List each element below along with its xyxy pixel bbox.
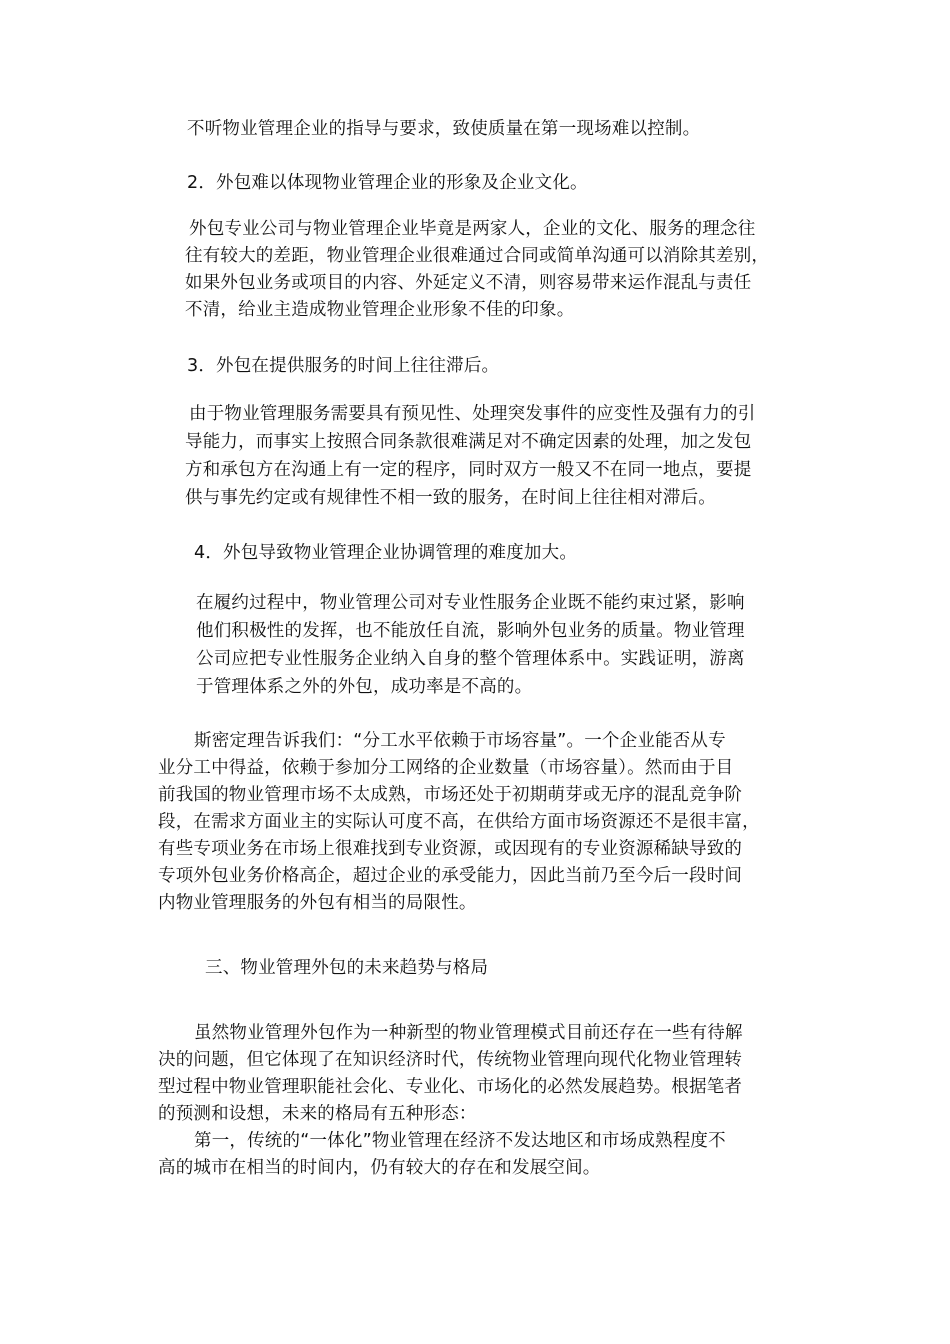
paragraph-line: 导能力，而事实上按照合同条款很难满足对不确定因素的处理，加之发包 xyxy=(185,432,752,452)
paragraph-line: 在履约过程中，物业管理公司对专业性服务企业既不能约束过紧，影响 xyxy=(196,593,745,613)
subheading: 3．外包在提供服务的时间上往往滞后。 xyxy=(187,356,500,376)
paragraph-line: 公司应把专业性服务企业纳入自身的整个管理体系中。实践证明，游离 xyxy=(196,649,745,669)
paragraph-line: 高的城市在相当的时间内，仍有较大的存在和发展空间。 xyxy=(158,1158,601,1178)
paragraph-line: 往有较大的差距，物业管理企业很难通过合同或简单沟通可以消除其差别， xyxy=(185,246,770,266)
paragraph-line: 有些专项业务在市场上很难找到专业资源，或因现有的专业资源稀缺导致的 xyxy=(158,839,743,859)
paragraph-line: 专项外包业务价格高企，超过企业的承受能力，因此当前乃至今后一段时间 xyxy=(158,866,743,886)
paragraph-line: 型过程中物业管理职能社会化、专业化、市场化的必然发展趋势。根据笔者 xyxy=(158,1077,743,1097)
section-heading: 三、物业管理外包的未来趋势与格局 xyxy=(205,958,489,978)
paragraph-line: 供与事先约定或有规律性不相一致的服务，在时间上往往相对滞后。 xyxy=(185,488,716,508)
paragraph-line: 外包专业公司与物业管理企业毕竟是两家人，企业的文化、服务的理念往 xyxy=(189,219,756,239)
paragraph-line: 如果外包业务或项目的内容、外延定义不清，则容易带来运作混乱与责任 xyxy=(185,273,752,293)
subheading: 4．外包导致物业管理企业协调管理的难度加大。 xyxy=(194,543,578,563)
paragraph-line: 前我国的物业管理市场不太成熟，市场还处于初期萌芽或无序的混乱竞争阶 xyxy=(158,785,743,805)
paragraph-line: 虽然物业管理外包作为一种新型的物业管理模式目前还存在一些有待解 xyxy=(194,1023,743,1043)
subheading: 2．外包难以体现物业管理企业的形象及企业文化。 xyxy=(187,173,588,193)
paragraph-line: 方和承包方在沟通上有一定的程序，同时双方一般又不在同一地点，要提 xyxy=(185,460,752,480)
paragraph-line: 内物业管理服务的外包有相当的局限性。 xyxy=(158,893,477,913)
paragraph-line: 段，在需求方面业主的实际认可度不高，在供给方面市场资源还不是很丰富， xyxy=(158,812,760,832)
paragraph-line: 第一，传统的“一体化”物业管理在经济不发达地区和市场成熟程度不 xyxy=(194,1131,726,1151)
paragraph-line: 由于物业管理服务需要具有预见性、处理突发事件的应变性及强有力的引 xyxy=(189,404,756,424)
paragraph-line: 业分工中得益，依赖于参加分工网络的企业数量（市场容量）。然而由于目 xyxy=(158,758,734,778)
paragraph-line: 不清，给业主造成物业管理企业形象不佳的印象。 xyxy=(185,300,575,320)
paragraph-line: 斯密定理告诉我们：“分工水平依赖于市场容量”。一个企业能否从专 xyxy=(194,731,726,751)
paragraph-line: 于管理体系之外的外包，成功率是不高的。 xyxy=(196,677,533,697)
paragraph-line: 决的问题，但它体现了在知识经济时代，传统物业管理向现代化物业管理转 xyxy=(158,1050,743,1070)
paragraph-line: 他们积极性的发挥，也不能放任自流，影响外包业务的质量。物业管理 xyxy=(196,621,745,641)
paragraph-line: 的预测和设想，未来的格局有五种形态： xyxy=(158,1104,477,1124)
paragraph-line: 不听物业管理企业的指导与要求，致使质量在第一现场难以控制。 xyxy=(187,119,701,139)
